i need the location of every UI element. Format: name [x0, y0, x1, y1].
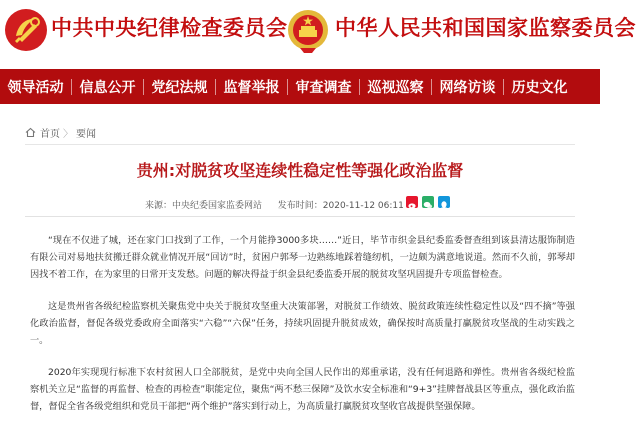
- article-paragraph: 这是贵州省各级纪检监察机关聚焦党中央关于脱贫攻坚重大决策部署，对脱贫工作绩效、脱贫政策连续性稳定性以及“四不摘”等强化政治监督，督促各级党委政府全面落实“六稳”“六保”任务，持续巩固提升脱贫成效，确保按时高质量打赢脱贫攻坚战的生动实践之一。: [30, 301, 575, 346]
- article-title: 贵州:对脱贫攻坚连续性稳定性等强化政治监督: [136, 161, 464, 180]
- article-paragraph: 2020年实现现行标准下农村贫困人口全部脱贫，是党中央向全国人民作出的郑重承诺，没有任何退路和弹性。贵州省各级纪检监察机关立足“监督的再监督、检查的再检查”职能定位，聚焦“两不愁三保障”及饮水安全标准和“9+3”挂牌督战县区等重点，强化政治监督，督促全省各级党组织和党员干部把“两个维护”落实到行动上，为高质量打赢脱贫攻坚收官战提供坚强保障。: [30, 367, 575, 412]
- breadcrumb: [25, 125, 96, 140]
- site-header: [0, 0, 636, 69]
- breadcrumb-divider: [25, 144, 575, 145]
- home-icon: [25, 127, 36, 138]
- nav-item-interviews[interactable]: 网络访谈: [439, 79, 496, 96]
- nav-item-regulations[interactable]: 党纪法规: [151, 79, 208, 96]
- nav-item-info-disclosure[interactable]: 信息公开: [79, 79, 136, 96]
- nav-item-leadership[interactable]: 领导活动: [7, 79, 64, 96]
- wechat-icon[interactable]: [422, 196, 434, 208]
- weibo-icon[interactable]: [406, 196, 418, 208]
- article-body: [30, 232, 575, 430]
- article-source: 来源：中央纪委国家监委网站: [145, 201, 263, 211]
- party-emblem-icon: [4, 8, 48, 56]
- article-date: 发布时间：2020-11-12 06:11: [277, 201, 404, 211]
- qq-icon[interactable]: [438, 196, 450, 208]
- chevron-right-icon: 〉: [63, 129, 73, 140]
- nav-item-report[interactable]: 监督举报: [223, 79, 280, 96]
- breadcrumb-current-link[interactable]: 要闻: [76, 129, 96, 140]
- article-meta: [145, 198, 545, 211]
- national-emblem-icon: [286, 8, 330, 58]
- breadcrumb-home-link[interactable]: 首页: [40, 129, 60, 140]
- main-nav: [0, 69, 600, 104]
- meta-divider: [25, 216, 575, 217]
- nav-item-history[interactable]: 历史文化: [511, 79, 568, 96]
- nsc-title: 中华人民共和国国家监察委员会: [335, 15, 636, 40]
- cpc-ccdi-title: 中共中央纪律检查委员会: [51, 15, 288, 40]
- nav-item-investigation[interactable]: 审查调查: [295, 79, 352, 96]
- nav-item-inspection[interactable]: 巡视巡察: [367, 79, 424, 96]
- article-paragraph: “现在不仅进了城，还在家门口找到了工作，一个月能挣3000多块……”近日，毕节市织金县纪委监委督查组到该县清达服饰制造有限公司对易地扶贫搬迁群众就业情况开展“回访”时，贫困户郭琴一边熟练地踩着缝纫机，一边颇为满意地说道。然而不久前，郭琴却因找不着工作，在为家里的日常开支发愁。问题的解决得益于织金县纪委监委开展的脱贫攻坚巩固提升专项监督检查。: [30, 235, 575, 280]
